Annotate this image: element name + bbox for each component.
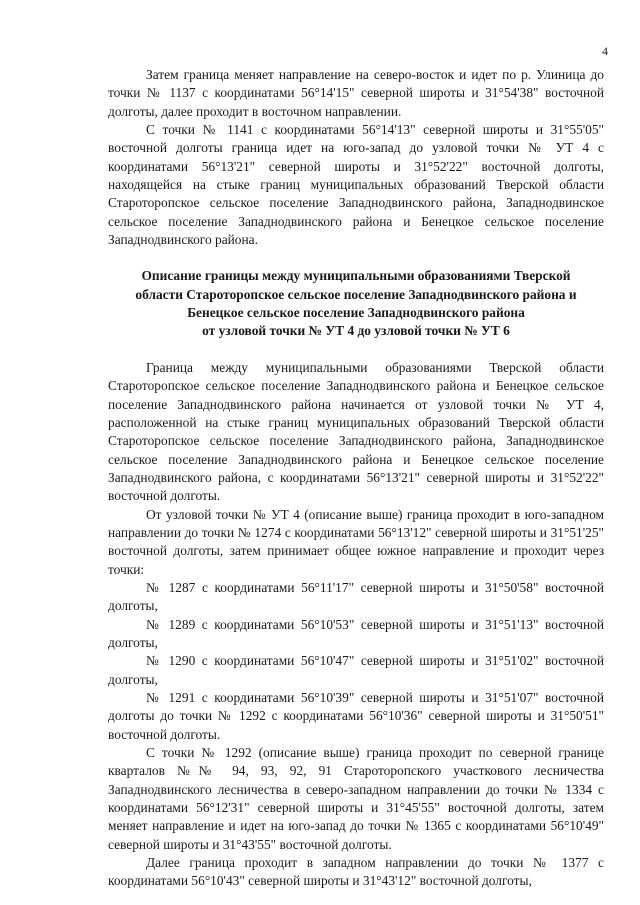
heading-line: Бенецкое сельское поселение Западнодвинского района	[187, 305, 525, 321]
point-paragraph: № 1287 с координатами 56°11'17" северной широты и 31°50'58" восточной долготы,	[108, 579, 604, 614]
point-paragraph: № 1290 с координатами 56°10'47" северной широты и 31°51'02" восточной долготы,	[108, 653, 604, 687]
heading-line: от узловой точки № УТ 4 до узловой точки № УТ 6	[202, 323, 510, 339]
document-body	[108, 66, 604, 891]
paragraph: Затем граница меняет направление на северо-восток и идет по р. Улиница до точки № 1137 с координатами 56°14'15" северной широты и 31°54'38" восточной долготы, далее проходит в восточном направлении.	[108, 67, 604, 119]
heading-line: области Староторопское сельское поселение Западнодвинского района и	[135, 286, 577, 302]
paragraph: С точки № 1141 с координатами 56°14'13" северной широты и 31°55'05" восточной долготы граница идет на юго-запад до узловой точки № УТ 4 с координатами 56°13'21" северной широты и 31°52'22" восточной долготы, находящейся на стыке границ муниципальных образований Тверской области Староторопское сельское поселение Западнодвинского района, Западнодвинское сельское поселение Западнодвинского района и Бенецкое сельское поселение Западнодвинского района.	[108, 122, 604, 248]
paragraph: С точки № 1292 (описание выше) граница проходит по северной границе кварталов №№ 94, 93, 92, 91 Староторопского участкового лесничества Западнодвинского лесничества в северо-западном направлении до точки № 1334 с координатами 56°12'31" северной широты и 31°45'55" восточной долготы, затем меняет направление и идет на юго-запад до точки № 1365 с координатами 56°10'49" северной широты и 31°43'55" восточной долготы.	[108, 745, 604, 852]
paragraph: Далее граница проходит в западном направлении до точки № 1377 с координатами 56°10'43" северной широты и 31°43'12" восточной долготы,	[108, 855, 604, 889]
heading-line: Описание границы между муниципальными образованиями Тверской	[141, 268, 571, 284]
point-paragraph: № 1289 с координатами 56°10'53" северной широты и 31°51'13" восточной долготы,	[108, 616, 604, 650]
paragraph: От узловой точки № УТ 4 (описание выше) граница проходит в юго-западном направлении до точки № 1274 с координатами 56°13'12" северной широты и 31°51'25" восточной долготы, затем принимает общее южное направление и проходит через точки:	[108, 506, 604, 577]
page-number: 4	[602, 44, 608, 58]
point-paragraph: № 1291 с координатами 56°10'39" северной широты и 31°51'07" восточной долготы до точки № 1292 с координатами 56°10'36" северной широты и 31°50'51" восточной долготы.	[108, 690, 604, 742]
paragraph: Граница между муниципальными образованиями Тверской области Староторопское сельское поселение Западнодвинского района и Бенецкое сельское поселение Западнодвинского района начинается от узловой точки № УТ 4, расположенной на стыке границ муниципальных образований Тверской области Староторопское сельское поселение Западнодвинского района, Западнодвинское сельское поселение Западнодвинского района и Бенецкое сельское поселение Западнодвинского района, с координатами 56°13'21" северной широты и 31°52'22" восточной долготы.	[108, 359, 604, 504]
section-heading	[108, 267, 604, 340]
